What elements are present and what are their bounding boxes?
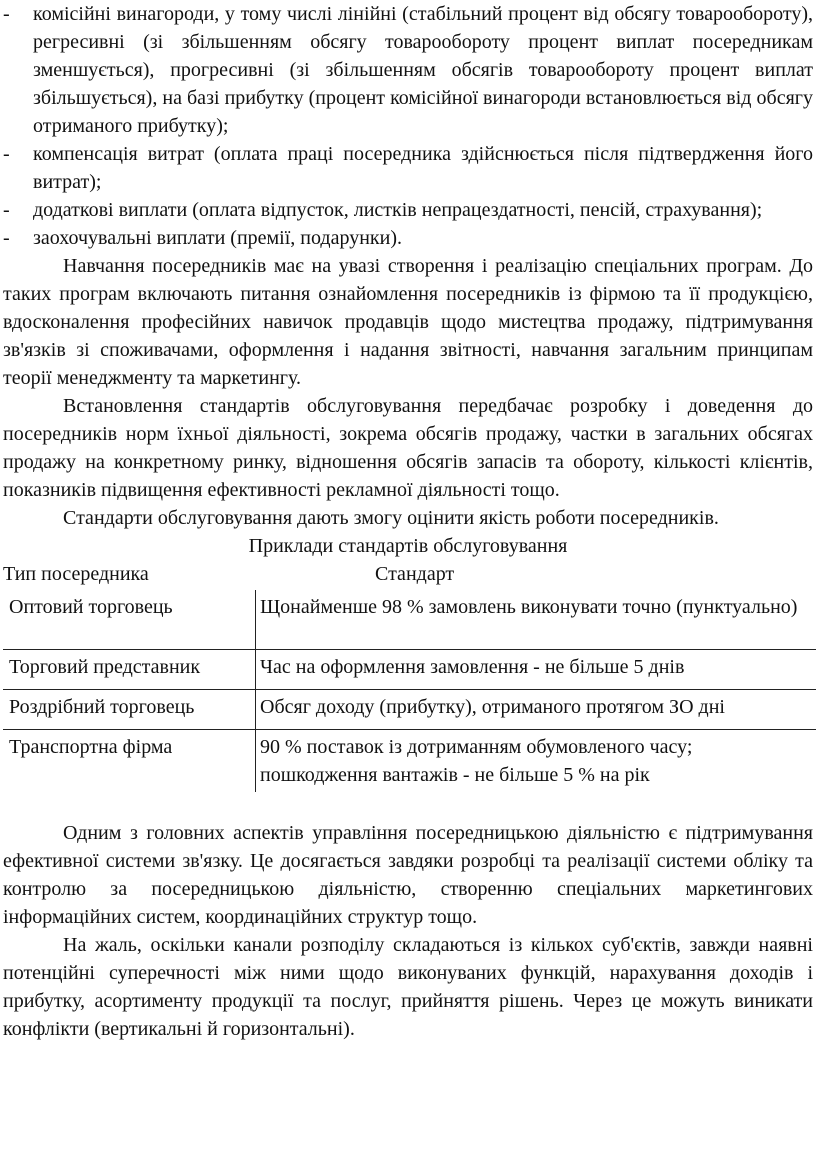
table-caption: Приклади стандартів обслуговування	[248, 535, 568, 557]
cell-standard: Щонайменше 98 % замовлень виконувати точно (пунктуально)	[256, 590, 816, 650]
list-item-text: заохочувальні виплати (премії, подарунки).	[33, 227, 402, 249]
list-marker: -	[3, 199, 10, 221]
document-page	[3, 0, 813, 1043]
table-row	[3, 730, 816, 793]
column-header-standard: Стандарт	[375, 563, 455, 585]
paragraph-conflicts: На жаль, оскільки канали розподілу складаються із кількох суб'єктів, завжди наявні потенційні суперечності між ними щодо виконуваних функцій, нарахування доходів і прибутку, асортименту продукції та послуг, прийняття рішень. Через це можуть виникати конфлікти (вертикальні й горизонтальні).	[3, 934, 813, 1040]
table-row	[3, 690, 816, 730]
list-item	[3, 140, 813, 196]
list-item-text: компенсація витрат (оплата праці посередника здійснюється після підтвердження його витрат);	[33, 143, 813, 193]
list-marker: -	[3, 143, 10, 165]
standards-table	[3, 590, 816, 792]
cell-standard: Час на оформлення замовлення - не більше 5 днів	[256, 650, 816, 690]
cell-type: Торговий представник	[3, 650, 256, 690]
paragraph-communication: Одним з головних аспектів управління посередницькою діяльністю є підтримування ефективної системи зв'язку. Це досягається завдяки розробці та реалізації системи обліку та контролю за посередницькою діяльністю, створенню спеціальних маркетингових інформаційних систем, координаційних структур тощо.	[3, 822, 813, 928]
list-item	[3, 0, 813, 140]
table-row	[3, 650, 816, 690]
list-item-text: комісійні винагороди, у тому числі лінійні (стабільний процент від обсягу товарообороту), регресивні (зі збільшенням обсягу товарообороту процент виплат посередникам зменшується), прогресивні (зі збільшенням обсягів товарообороту процент виплат збільшується), на базі прибутку (процент комісійної винагороди встановлюється від обсягу отриманого прибутку);	[33, 3, 813, 137]
cell-type: Транспортна фірма	[3, 730, 256, 793]
cell-type: Роздрібний торговець	[3, 690, 256, 730]
cell-type: Оптовий торговець	[9, 596, 173, 618]
table-column-headers	[3, 560, 813, 588]
cell-standard: 90 % поставок із дотриманням обумовленого часу; пошкодження вантажів - не більше 5 % на рік	[256, 730, 816, 793]
list-item-text: додаткові виплати (оплата відпусток, листків непрацездатності, пенсій, страхування);	[33, 199, 763, 221]
paragraph-evaluation: Стандарти обслуговування дають змогу оцінити якість роботи посередників.	[63, 507, 719, 529]
list-item	[3, 196, 813, 224]
list-marker: -	[3, 227, 10, 249]
paragraph-training: Навчання посередників має на увазі створення і реалізацію спеціальних програм. До таких програм включають питання ознайомлення посередників із фірмою та її продукцією, вдосконалення професійних навичок продавців щодо мистецтва продажу, підтримування зв'язків зі споживачами, оформлення і надання звітності, навчання загальним принципам теорії менеджменту та маркетингу.	[3, 255, 813, 389]
list-marker: -	[3, 3, 10, 25]
column-header-type: Тип посередника	[3, 563, 149, 585]
paragraph-standards: Встановлення стандартів обслуговування передбачає розробку і доведення до посередників норм їхньої діяльності, зокрема обсягів продажу, частки в загальних обсягах продажу на конкретному ринку, відношення обсягів запасів та обороту, кількості клієнтів, показників підвищення ефективності рекламної діяльності тощо.	[3, 395, 813, 501]
list-item	[3, 224, 813, 252]
table-row	[3, 590, 816, 650]
cell-standard: Обсяг доходу (прибутку), отриманого протягом ЗО дні	[256, 690, 816, 730]
compensation-list	[3, 0, 813, 252]
